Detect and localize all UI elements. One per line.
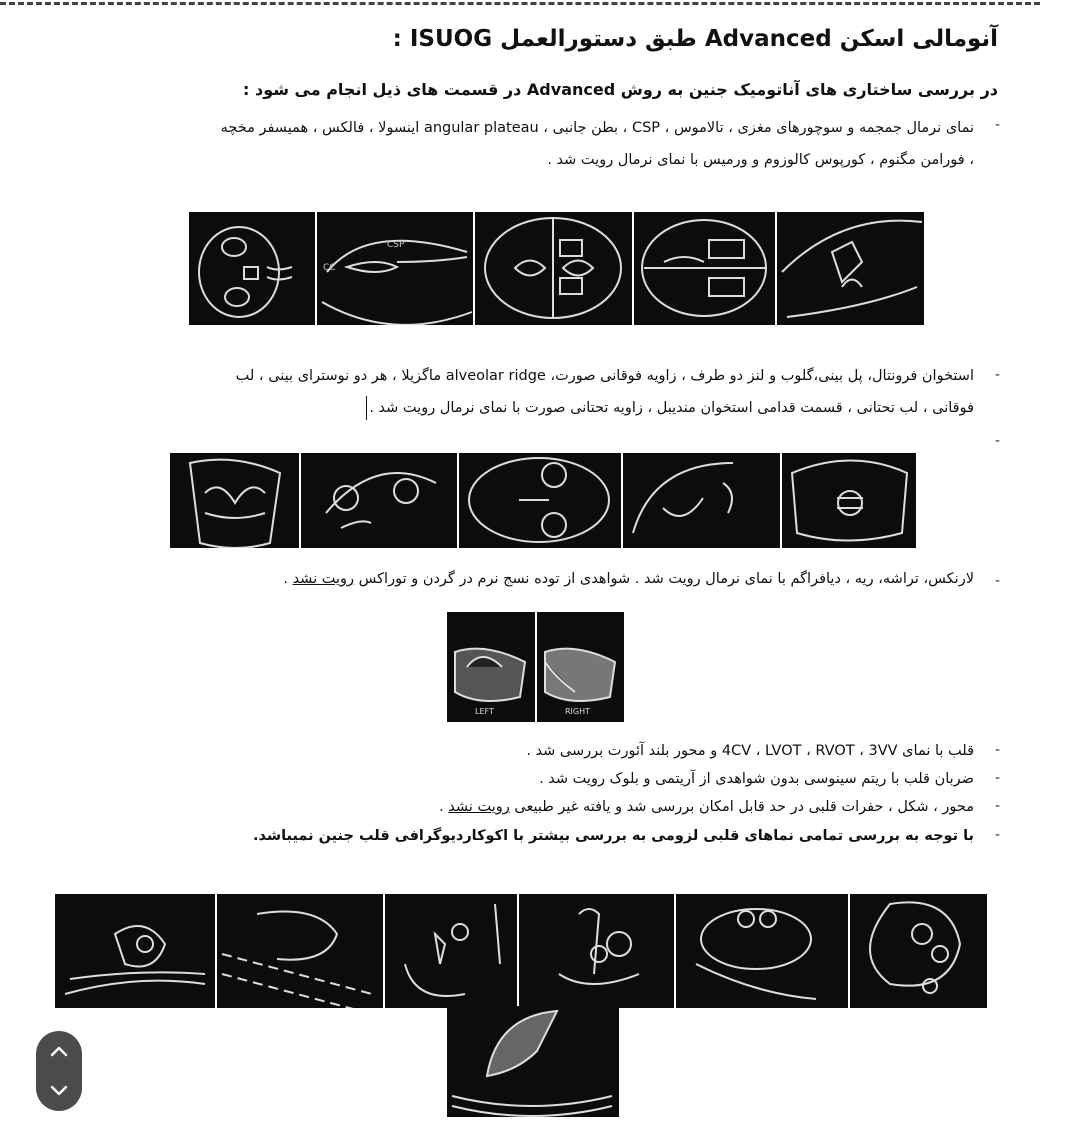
heart-image-4 <box>519 894 674 1008</box>
lung-image-right <box>537 612 624 722</box>
face-image-3 <box>459 453 621 548</box>
chevron-up-icon <box>50 1045 68 1057</box>
heart-figure-bottom <box>447 1006 619 1117</box>
bullet: - <box>994 367 1000 383</box>
text-caret <box>366 396 367 420</box>
right-label: RIGHT <box>565 707 591 716</box>
neck-thorax-text <box>0 565 974 594</box>
scroll-up-button[interactable] <box>41 1034 77 1068</box>
heart-image-3 <box>385 894 517 1008</box>
heart-image-7 <box>447 1006 619 1117</box>
scroll-controls <box>36 1031 82 1111</box>
heart-text-4: با توجه به بررسی تمامی نماهای قلبی لزومی به بررسی بیشتر با اکوکاردیوگرافی قلب جنین نمیباشد. <box>252 828 974 844</box>
heart-image-2 <box>217 894 383 1008</box>
page-title: آنومالی اسکن Advanced طبق دستورالعمل ISUOG : <box>392 26 998 52</box>
face-image-1 <box>170 453 299 548</box>
bullet: - <box>994 827 1000 843</box>
brain-image-3 <box>475 212 632 325</box>
intro-text: در بررسی ساختاری های آناتومیک جنین به روش Advanced در قسمت های ذیل انجام می شود : <box>243 80 998 99</box>
face-text-line-1: استخوان فرونتال، پل بینی،گلوب و لنز دو طرف ، زاویه فوقانی صورت، alveolar ridge ماگزیلا ، هر دو نوسترای بینی ، لب <box>235 368 974 384</box>
face-image-4 <box>623 453 780 548</box>
face-figure-strip <box>170 453 916 548</box>
lung-figure <box>447 612 624 722</box>
brain-text-line-1: نمای نرمال جمجمه و سوچورهای مغزی ، تالاموس ، CSP ، بطن جانبی ، angular plateau اینسولا ، فالکس ، همیسفر مخچه <box>220 120 974 136</box>
neck-underlined: رویت نشد <box>292 571 355 587</box>
brain-image-4 <box>634 212 775 325</box>
heart-image-6 <box>850 894 987 1008</box>
brain-text-line-2: ، فورامن مگنوم ، کورپوس کالوزوم و ورمیس با نمای نرمال رویت شد . <box>547 152 974 168</box>
lung-image-left <box>447 612 535 722</box>
bullet: - <box>994 117 1000 133</box>
bullet: - <box>994 742 1000 758</box>
heart-text-3-main: محور ، شکل ، حفرات قلبی در حد قابل امکان بررسی شد و یافته غیر طبیعی <box>514 799 974 815</box>
left-label: LEFT <box>475 707 494 716</box>
brain-figure-strip <box>189 212 924 325</box>
face-image-2 <box>301 453 457 548</box>
brain-image-2 <box>317 212 473 325</box>
heart-image-1 <box>55 894 215 1008</box>
scroll-down-button[interactable] <box>41 1074 77 1108</box>
neck-text-end: . <box>283 571 293 587</box>
neck-thorax-text-main: لارنکس، تراشه، ریه ، دیافراگم با نمای نرمال رویت شد . شواهدی از توده نسج نرم در گردن و توراکس <box>358 571 974 587</box>
dashed-divider <box>0 2 1040 5</box>
face-text-line-2 <box>0 394 974 423</box>
brain-image-1 <box>189 212 315 325</box>
cc-label: CC <box>323 263 336 273</box>
heart-text-3 <box>174 793 974 822</box>
face-image-5 <box>782 453 916 548</box>
heart-text-2: ضربان قلب با ریتم سینوسی بدون شواهدی از آریتمی و بلوک رویت شد . <box>539 771 974 787</box>
face-text-line-2-text: فوقانی ، لب تحتانی ، قسمت قدامی استخوان مندیبل ، زاویه تحتانی صورت با نمای نرمال رویت شد . <box>369 400 974 416</box>
heart-figure-strip <box>55 894 987 1008</box>
bullet: - <box>994 433 1000 449</box>
bullet: - <box>994 573 1000 589</box>
heart-image-5 <box>676 894 848 1008</box>
brain-image-5 <box>777 212 924 325</box>
heart-underlined: رویت نشد <box>448 799 510 815</box>
csp-label: CSP <box>387 240 405 250</box>
bullet: - <box>994 770 1000 786</box>
bullet: - <box>994 798 1000 814</box>
heart-text-3-end: . <box>439 799 449 815</box>
chevron-down-icon <box>50 1085 68 1097</box>
heart-text-1: قلب با نمای 4CV ، LVOT ، RVOT ، 3VV و محور بلند آئورت بررسی شد . <box>526 743 974 759</box>
